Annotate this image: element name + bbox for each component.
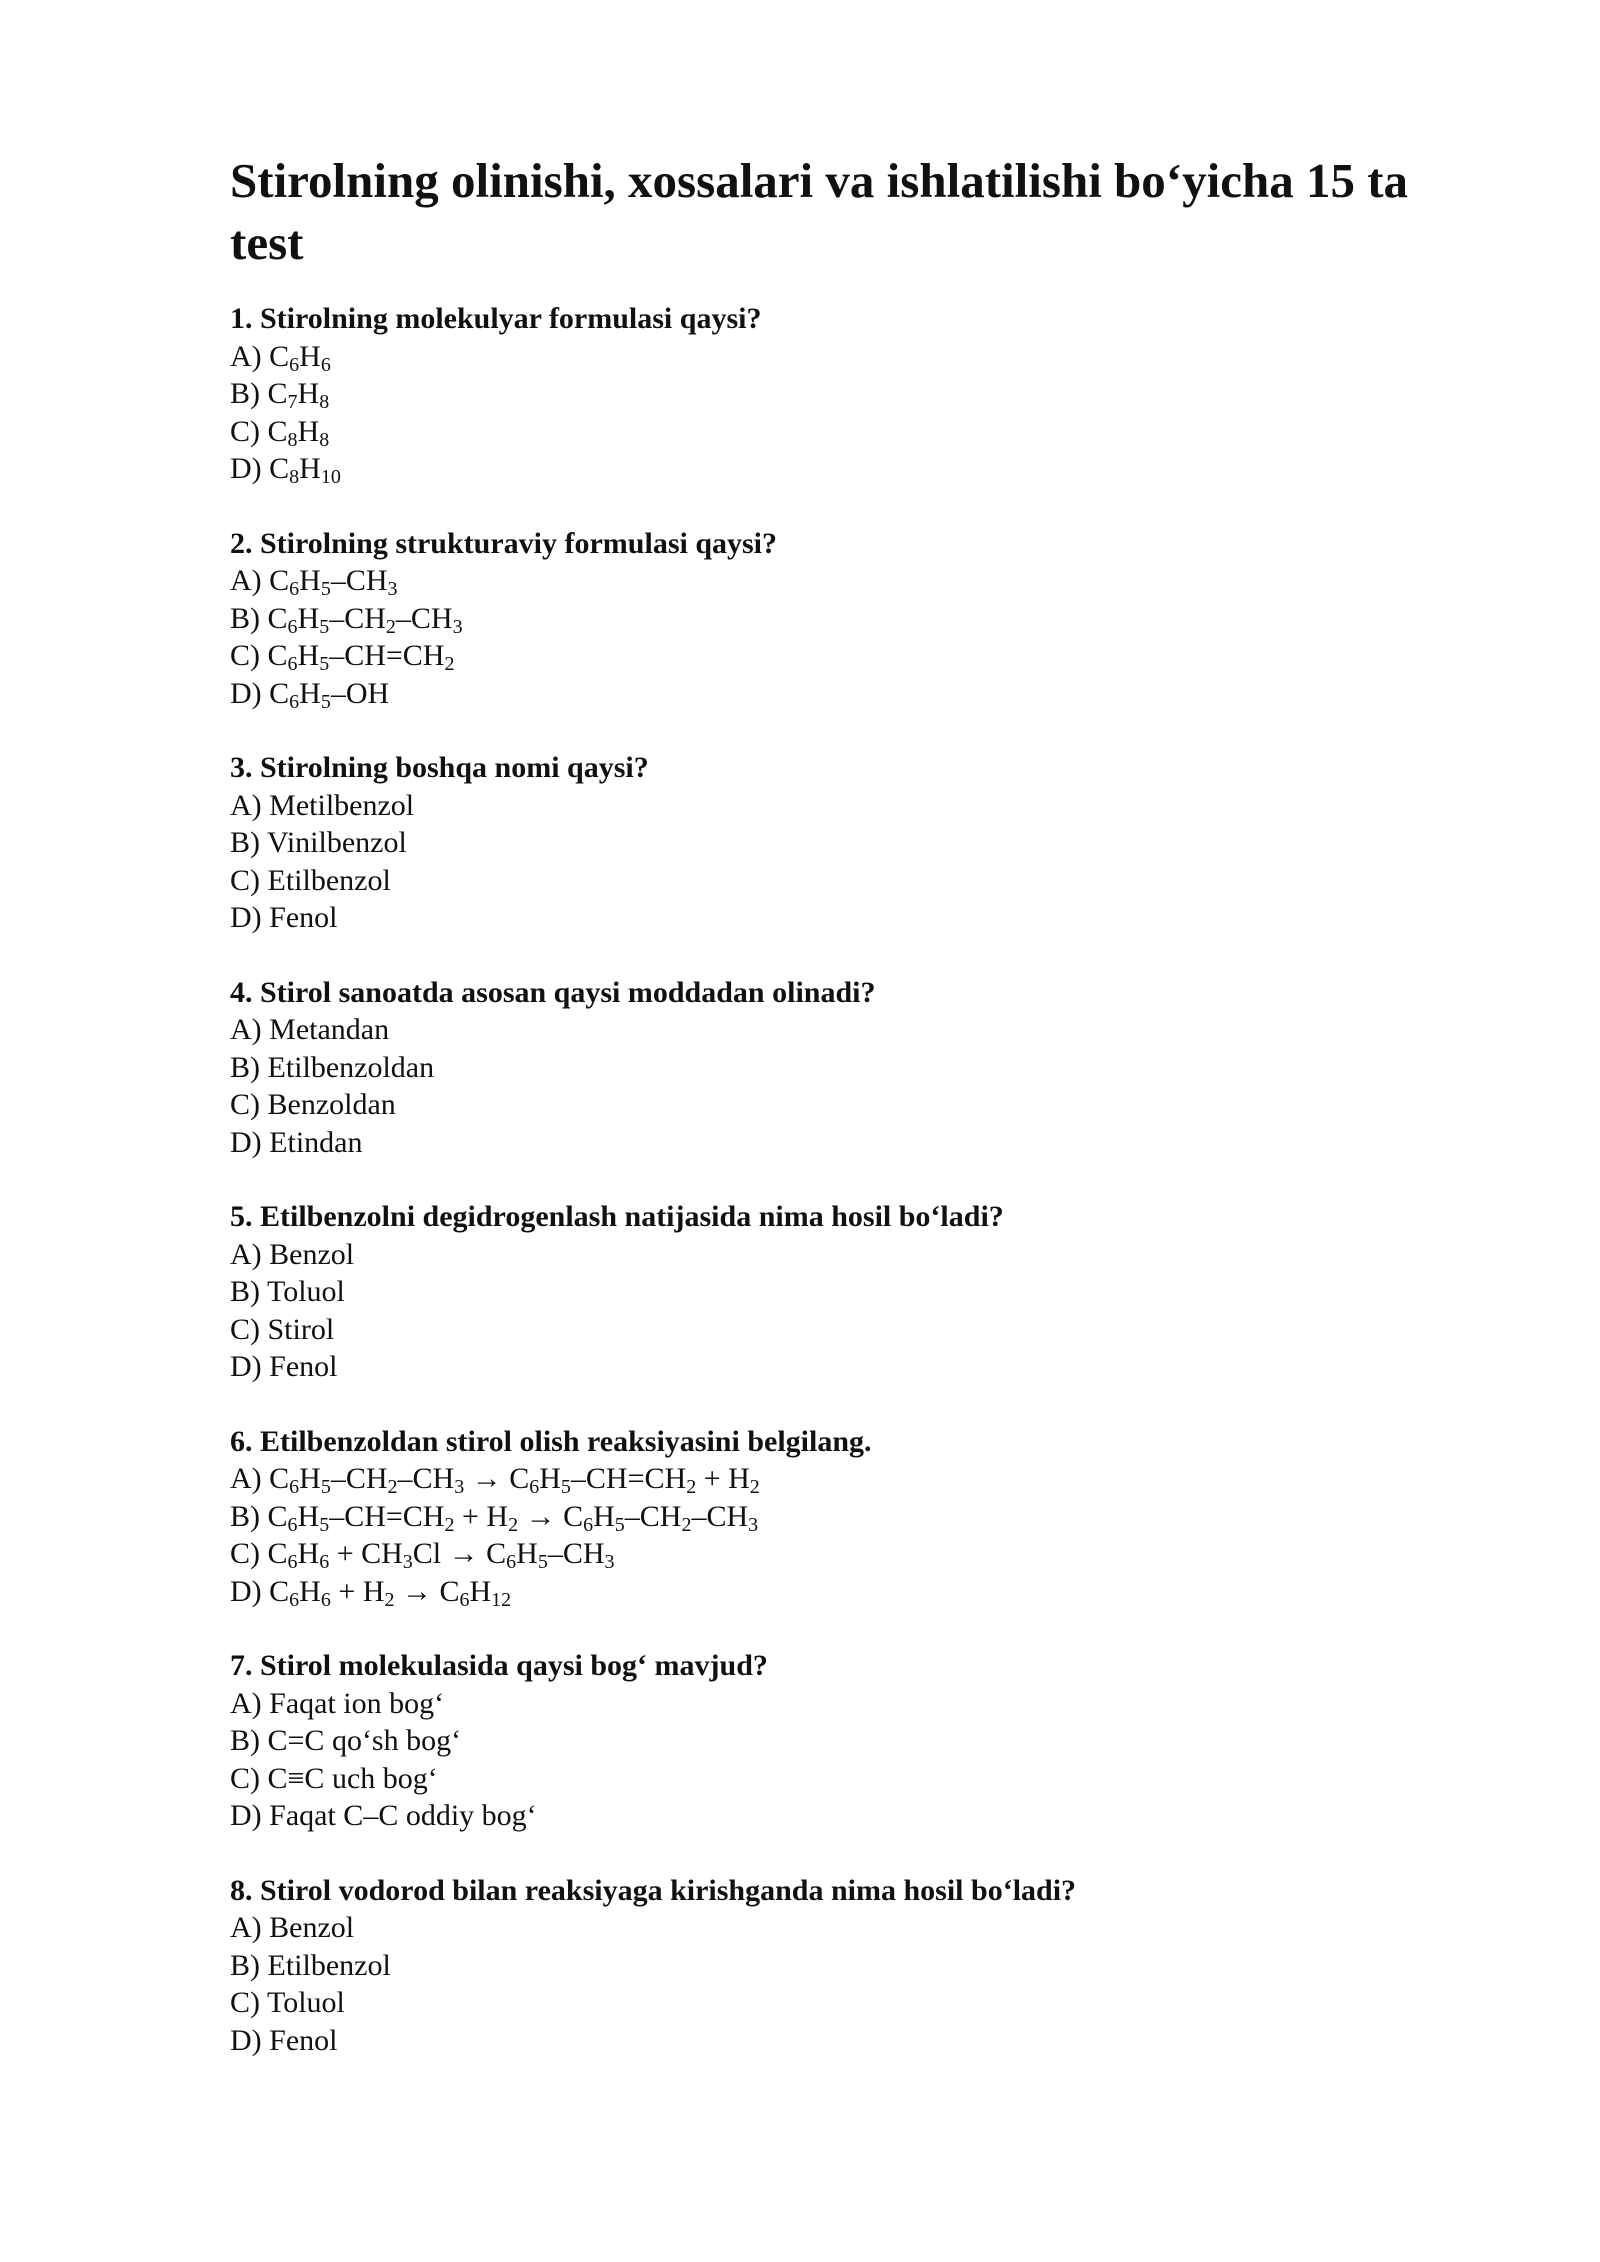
question-text: 5. Etilbenzolni degidrogenlash natijasida nima hosil bo‘ladi? (230, 1200, 1004, 1233)
answer-option-c: C) $C_8H_8$ (230, 414, 330, 451)
answer-option-b: B) C=C qo‘sh bog‘ (230, 1724, 462, 1757)
answer-option-d: D) Fenol (230, 1350, 338, 1383)
answer-option-a: A) $C_6H_5-CH_3$ (230, 564, 398, 600)
answer-option-a: A) Benzol (230, 1911, 355, 1944)
answer-option-d: D) $C_6H_6 + H_2 \to C_6H_{12}$ (230, 1574, 512, 1611)
answer-option-c: C) Benzoldan (230, 1088, 396, 1121)
answer-option-c: C) $C_6H_5-CH=CH_2$ (230, 639, 455, 675)
answer-option-d: D) $C_6H_5-OH$ (230, 676, 390, 713)
answer-option-a: A) Faqat ion bog‘ (230, 1686, 445, 1720)
page-title: Stirolning olinishi, xossalari va ishlatilishi bo‘yicha 15 ta test (230, 153, 1409, 270)
answer-option-a: A) Metilbenzol (230, 788, 415, 822)
question-text: 8. Stirol vodorod bilan reaksiyaga kirishganda nima hosil bo‘ladi? (230, 1873, 1077, 1907)
question-text: 6. Etilbenzoldan stirol olish reaksiyasini belgilang. (230, 1424, 872, 1458)
question-1 (230, 300, 1480, 488)
question-text: 3. Stirolning boshqa nomi qaysi? (230, 751, 649, 784)
question-8 (230, 1872, 1480, 2060)
question-7 (230, 1647, 1480, 1835)
question-text: 7. Stirol molekulasida qaysi bog‘ mavjud? (230, 1649, 768, 1682)
answer-option-b: B) Vinilbenzol (230, 826, 407, 859)
question-text: 1. Stirolning molekulyar formulasi qaysi? (230, 302, 762, 335)
answer-option-b: B) $C_6H_5-CH_2-CH_3$ (230, 601, 463, 638)
question-4 (230, 974, 1480, 1162)
answer-option-a: A) $C_6H_6$ (230, 339, 331, 376)
answer-option-c: C) Stirol (230, 1312, 335, 1346)
question-3 (230, 749, 1480, 937)
answer-option-c: C) $C_6H_6 + CH_3Cl \to C_6H_5-CH_3$ (230, 1537, 615, 1573)
answer-option-b: B) Etilbenzoldan (230, 1050, 435, 1084)
answer-option-a: A) Metandan (230, 1013, 390, 1046)
answer-option-c: C) Etilbenzol (230, 863, 391, 897)
answer-option-b: B) $C_6H_5-CH=CH_2 + H_2 \to C_6H_5-CH_2-CH_3$ (230, 1499, 759, 1536)
answer-option-d: D) Faqat C–C oddiy bog‘ (230, 1799, 537, 1832)
question-text: 4. Stirol sanoatda asosan qaysi moddadan olinadi? (230, 975, 876, 1009)
question-5 (230, 1198, 1480, 1386)
question-text: 2. Stirolning strukturaviy formulasi qaysi? (230, 526, 778, 560)
answer-option-d: D) $C_8H_{10}$ (230, 452, 341, 488)
answer-option-d: D) Fenol (230, 901, 338, 934)
answer-option-c: C) Toluol (230, 1986, 345, 2019)
question-6 (230, 1423, 1480, 1611)
answer-option-c: C) C≡C uch bog‘ (230, 1761, 438, 1795)
answer-option-b: B) $C_7H_8$ (230, 377, 330, 413)
answer-option-a: A) $C_6H_5-CH_2-CH_3 \to C_6H_5-CH=CH_2 + H_2$ (230, 1462, 760, 1498)
answer-option-a: A) Benzol (230, 1237, 355, 1271)
answer-option-b: B) Toluol (230, 1275, 345, 1308)
question-2 (230, 525, 1480, 713)
document-page (230, 150, 1480, 2096)
answer-option-d: D) Fenol (230, 2023, 338, 2057)
answer-option-d: D) Etindan (230, 1125, 363, 1159)
answer-option-b: B) Etilbenzol (230, 1948, 391, 1982)
